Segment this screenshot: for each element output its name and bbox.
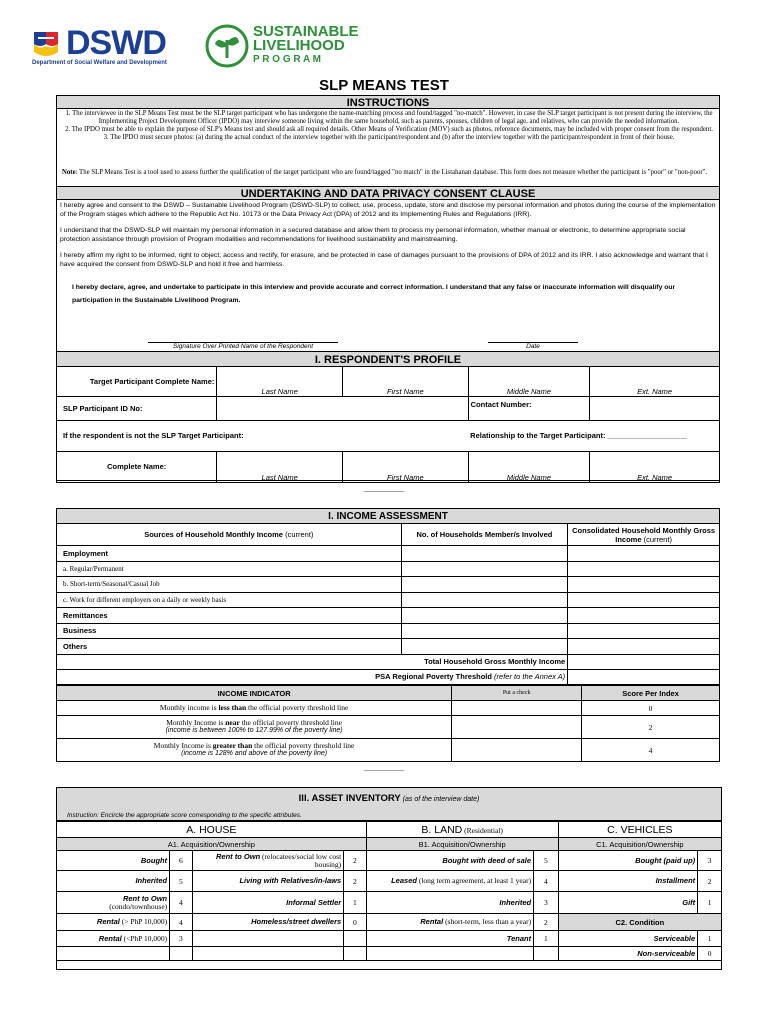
income-col-sources [57, 524, 402, 546]
target-name-label: Target Participant Complete Name: [57, 367, 217, 396]
dswd-logo [32, 24, 192, 70]
income-row [57, 592, 720, 608]
house-option-label [57, 871, 170, 892]
income-members-field[interactable] [401, 561, 568, 577]
complete-name-label: Complete Name: [57, 451, 217, 482]
consent-paragraph-3: I hereby affirm my right to be informed, right to object, access and rectify, for erasure, and be protected in case of damages pursuant to the provisions of DPA of 2012 and its IRR. I also acknowledge and warrant that I have acquired the consent from DSWD-SLP and hold it free and harmless. [60, 252, 708, 268]
house-option-text: Bought [140, 855, 168, 865]
consent-paragraph-1: I hereby agree and consent to the DSWD – Sustainable Livelihood Program (DSWD-SLP) to collect, use, process, update, store and disclose my personal information and photos during the course of the implementation of the Program stages which adhere to the Republic Act No. 10173 or the Data Privacy Act (DPA) of 2012 and its Implementing Rules and Regulations (IRR). [60, 202, 716, 218]
indicator-table [56, 685, 720, 762]
income-header: I. INCOME ASSESSMENT [57, 509, 720, 524]
indicator-check-field[interactable] [452, 701, 582, 716]
indicator-score: 4 [582, 739, 720, 762]
not-target-label: If the respondent is not the SLP Target Participant: [57, 420, 469, 451]
land-title: B. LAND [421, 823, 463, 836]
last-name-caption: Last Name [261, 386, 298, 396]
slp-id-field[interactable] [217, 396, 468, 420]
instruction-item-1: 1. The interviewee in the SLP Means Test must be the SLP target participant who has undergone the name-matching process and found/tagged "no-match". However, in case the SLP target participant is not present during the interview, the Implementing Project Development Officer (IPDO) may interview someone living within the same household, such as parents, spouses, children of legal age, and relatives, who can provide the needed information. [65, 110, 713, 125]
asset-row [57, 914, 722, 931]
house-option-note: (> PhP 10,000) [119, 917, 168, 926]
land-option-score[interactable]: 5 [534, 851, 559, 871]
income-members-field[interactable] [401, 623, 568, 639]
house-option-text: Homeless/street dwellers [251, 917, 342, 926]
slp-wordmark-3: P R O G R A M [253, 54, 321, 65]
total-income-label: Total Household Gross Monthly Income [57, 654, 568, 669]
psa-threshold-label [57, 669, 568, 684]
land-option-label [366, 931, 533, 947]
score-header: Score Per Index [582, 686, 720, 701]
declaration-line-2: participation in the Sustainable Livelihood Program. [72, 296, 241, 304]
asset-rows [57, 851, 722, 961]
dswd-subtitle: Department of Social Welfare and Development [32, 60, 167, 66]
land-option-score[interactable]: 2 [534, 914, 559, 931]
house-option-text: Rent to Own [122, 893, 168, 903]
indicator-text-emph: greater than [212, 741, 253, 750]
income-members-field[interactable] [401, 546, 568, 562]
middle-name-caption: Middle Name [506, 386, 552, 396]
note-label: Note [62, 169, 76, 176]
first-name-caption: First Name [387, 386, 424, 396]
indicator-label [57, 739, 452, 762]
house-option-score[interactable]: 2 [344, 851, 366, 871]
house-option-label [57, 892, 170, 914]
vehicles-header: C. VEHICLES [558, 822, 721, 838]
income-gross-field[interactable] [568, 592, 720, 608]
consent-body [60, 202, 716, 269]
house-option-text: Informal Settler [286, 897, 342, 907]
last-name-field[interactable] [217, 367, 343, 396]
house-option-label [57, 931, 170, 947]
indicator-text-a: Monthly Income is [166, 718, 226, 727]
declaration-line-1: I hereby declare, agree, and undertake to participate in this interview and provide accurate and correct information. I understand that any false or inaccurate information will disqualify our [72, 284, 676, 291]
indicator-range: (income is between 100% to 127.99% of the poverty line) [165, 727, 343, 734]
income-gross-field[interactable] [568, 639, 720, 655]
asset-instruction: Instruction: Encircle the appropriate score corresponding to the specific attributes. [67, 812, 302, 819]
psa-threshold-text: PSA Regional Poverty Threshold [375, 672, 492, 681]
condition-option-label: Serviceable [558, 931, 697, 947]
profile-header: I. RESPONDENT'S PROFILE [56, 351, 720, 367]
income-col-gross [568, 524, 720, 546]
resp-last-name-caption: Last Name [261, 472, 298, 482]
house-a1-header: A1. Acquisition/Ownership [57, 838, 367, 851]
consent-paragraph-2: I understand that the DSWD-SLP will maintain my personal information in a secured database and allow them to process my personal information, whether manual or electronic, to determine appropriate social protection assistance through provision of Program modalities and recommendations for livelihood sustainability and mainstreaming. [60, 227, 686, 243]
house-option-note: (<PhP 10,000) [121, 933, 168, 943]
income-col-sources-label: Sources of Household Monthly Income [144, 530, 283, 539]
house-option-score[interactable]: 2 [344, 871, 366, 892]
vehicles-c2-header: C2. Condition [558, 914, 721, 931]
house-option-score[interactable]: 5 [170, 871, 192, 892]
resp-first-name-field[interactable] [343, 451, 469, 482]
indicator-range: (income is 128% and above of the poverty line) [181, 750, 328, 757]
income-row [57, 639, 720, 655]
house-option-note: (condo/townhouse) [109, 901, 168, 911]
income-row [57, 546, 720, 562]
indicator-line [59, 742, 449, 750]
check-header: Put a check [452, 686, 582, 701]
income-members-field[interactable] [401, 639, 568, 655]
house-option-label [192, 851, 344, 871]
house-option-text: Rental [98, 933, 122, 943]
income-source-label: Others [57, 639, 402, 655]
house-option-score[interactable]: 1 [344, 892, 366, 914]
ext-name-caption: Ext. Name [637, 386, 673, 396]
empty-cell [344, 947, 366, 961]
indicator-text-emph: near [225, 718, 240, 727]
relationship-label: Relationship to the Target Participant: ___________________ [468, 420, 719, 451]
indicator-check-field[interactable] [452, 739, 582, 762]
indicator-line [59, 719, 449, 727]
land-option-label [366, 851, 533, 871]
empty-cell [534, 947, 559, 961]
empty-cell [344, 931, 366, 947]
land-option-label [366, 871, 533, 892]
instructions-body [62, 110, 716, 142]
vehicle-option-label: Bought (paid up) [558, 851, 697, 871]
vehicle-option-score[interactable]: 3 [698, 851, 722, 871]
indicator-check-field[interactable] [452, 716, 582, 739]
land-option-note: (short-term, less than a year) [443, 917, 532, 926]
asset-row [57, 871, 722, 892]
slp-logo [205, 24, 375, 70]
indicator-text-c: the official poverty threshold line [246, 703, 349, 712]
signature-label: Signature Over Printed Name of the Respondent [172, 343, 314, 350]
income-gross-field[interactable] [568, 546, 720, 562]
land-option-label [366, 892, 533, 914]
income-gross-field[interactable] [568, 561, 720, 577]
indicator-line [59, 704, 449, 712]
indicator-header: INCOME INDICATOR [57, 686, 452, 701]
slp-wordmark-1: SUSTAINABLE [253, 23, 359, 40]
instruction-item-2: 2. The IPDO must be able to explain the purpose of SLP's Means test and should ask all required details. Other Means of Verification (MOV) such as photos, reference documents, may be included with proper consent from the respondent. [65, 126, 713, 133]
land-option-note: (long term agreement, at least 1 year) [416, 876, 532, 885]
asset-title-note: (as of the interview date) [400, 796, 480, 803]
house-option-text: Rent to Own [215, 851, 261, 861]
instruction-item-3: 3. The IPDO must secure photos: (a) during the actual conduct of the interview together with the participant/respondent and (b) after the interview together with the participant/respondent in front of their house. [103, 134, 675, 141]
indicator-rows [57, 701, 720, 762]
total-income-field[interactable] [568, 654, 720, 669]
asset-row [57, 892, 722, 914]
income-col-members: No. of Households Member/s Involved [401, 524, 568, 546]
house-option-text: Inherited [135, 876, 168, 885]
house-option-score[interactable]: 0 [344, 914, 366, 931]
vehicles-c1-header: C1. Acquisition/Ownership [558, 838, 721, 851]
resp-middle-name-caption: Middle Name [506, 472, 552, 482]
house-option-score[interactable]: 4 [170, 914, 192, 931]
asset-header [57, 793, 721, 804]
asset-row [57, 947, 722, 961]
indicator-row [57, 739, 720, 762]
vehicle-option-score[interactable]: 1 [698, 892, 722, 914]
land-option-score[interactable]: 3 [534, 892, 559, 914]
house-option-label [192, 892, 344, 914]
dswd-emblem-icon [32, 28, 66, 60]
land-title-note: (Residential) [462, 825, 503, 835]
asset-title: III. ASSET INVENTORY [298, 793, 401, 804]
asset-table [56, 821, 722, 961]
first-name-field[interactable] [343, 367, 469, 396]
land-header [366, 822, 558, 838]
vehicle-option-label: Gift [558, 892, 697, 914]
indicator-row [57, 701, 720, 716]
indicator-label [57, 701, 452, 716]
income-source-label: Employment [57, 546, 402, 562]
dswd-wordmark: DSWD [66, 24, 166, 62]
house-option-text: Living with Relatives/in-laws [239, 876, 342, 885]
income-members-field[interactable] [401, 608, 568, 624]
note-text: : The SLP Means Test is a tool used to assess further the qualification of the target participant who are found/tagged "no match" in the Listahanan database. This form does not measure whether the participant is "poor" or "non-poor". [75, 169, 708, 176]
house-option-score[interactable]: 4 [170, 892, 192, 914]
income-gross-field[interactable] [568, 608, 720, 624]
income-col-gross-note: (current) [641, 534, 672, 544]
indicator-text-c: the official poverty threshold line [252, 741, 355, 750]
indicator-row [57, 716, 720, 739]
profile-table [56, 367, 720, 483]
resp-last-name-field[interactable] [217, 451, 343, 482]
resp-middle-name-field[interactable] [468, 451, 590, 482]
vehicle-option-score[interactable]: 2 [698, 871, 722, 892]
indicator-text-a: Monthly Income is [153, 741, 213, 750]
consent-declaration [72, 284, 712, 305]
land-option-text: Tenant [506, 933, 532, 943]
indicator-score: 2 [582, 716, 720, 739]
income-row [57, 623, 720, 639]
house-header: A. HOUSE [57, 822, 367, 838]
income-table [56, 508, 720, 685]
psa-threshold-field[interactable] [568, 669, 720, 684]
condition-option-score[interactable]: 0 [698, 947, 722, 961]
land-option-text: Rental [420, 917, 444, 926]
empty-cell [192, 931, 344, 947]
land-option-score[interactable]: 1 [534, 931, 559, 947]
income-source-label: Remittances [57, 608, 402, 624]
empty-cell [170, 947, 192, 961]
indicator-score: 0 [582, 701, 720, 716]
ext-name-field[interactable] [590, 367, 720, 396]
condition-option-label: Non-serviceable [558, 947, 697, 961]
land-b1-header: B1. Acquisition/Ownership [366, 838, 558, 851]
income-row [57, 577, 720, 593]
middle-name-field[interactable] [468, 367, 590, 396]
income-col-sources-note: (current) [282, 530, 314, 539]
income-source-label: Business [57, 623, 402, 639]
income-gross-field[interactable] [568, 577, 720, 593]
income-members-field[interactable] [401, 577, 568, 593]
asset-row [57, 851, 722, 871]
empty-cell [57, 947, 170, 961]
separator-1: -------------------- [364, 489, 404, 495]
house-option-text: Rental [96, 917, 120, 926]
indicator-label [57, 716, 452, 739]
resp-ext-name-field[interactable] [590, 451, 720, 482]
consent-header: UNDERTAKING AND DATA PRIVACY CONSENT CLAUSE [56, 186, 720, 200]
resp-ext-name-caption: Ext. Name [637, 472, 673, 482]
instructions-note [62, 169, 714, 177]
asset-row [57, 931, 722, 947]
land-option-text: Leased [391, 876, 417, 885]
indicator-text-emph: less than [218, 703, 247, 712]
land-option-score[interactable]: 4 [534, 871, 559, 892]
indicator-text-c: the official poverty threshold line [239, 718, 342, 727]
income-rows [57, 546, 720, 655]
indicator-text-a: Monthly income is [159, 703, 219, 712]
resp-first-name-caption: First Name [387, 472, 424, 482]
slp-leaf-icon [205, 24, 249, 68]
income-row [57, 561, 720, 577]
house-option-label [192, 871, 344, 892]
date-label: Date [526, 343, 540, 350]
income-row [57, 608, 720, 624]
empty-cell [366, 947, 533, 961]
contact-label: Contact Number: [468, 396, 590, 420]
vehicle-option-label: Installment [558, 871, 697, 892]
land-option-text: Inherited [499, 897, 532, 907]
house-option-label [57, 914, 170, 931]
land-option-label [366, 914, 533, 931]
asset-header-box [56, 787, 722, 821]
income-source-label: c. Work for different employers on a daily or weekly basis [57, 592, 402, 608]
land-option-text: Bought with deed of sale [442, 855, 532, 865]
house-option-label [57, 851, 170, 871]
income-source-label: b. Short-term/Seasonal/Casual Job [57, 577, 402, 593]
slp-wordmark-2: LIVELIHOOD [253, 37, 345, 54]
instructions-header: INSTRUCTIONS [56, 95, 720, 109]
separator-2: -------------------- [364, 768, 404, 774]
page-title: SLP MEANS TEST [319, 77, 449, 94]
psa-threshold-note: (refer to the Annex A) [491, 672, 566, 681]
income-source-label: a. Regular/Permanent [57, 561, 402, 577]
income-gross-field[interactable] [568, 623, 720, 639]
house-option-score[interactable]: 6 [170, 851, 192, 871]
house-option-note: (relocatees/social low cost housing) [260, 851, 342, 869]
contact-field[interactable] [590, 396, 720, 420]
income-col-gross-label: Consolidated Household Monthly Gross Income [572, 525, 716, 544]
slp-id-label: SLP Participant ID No: [57, 396, 217, 420]
empty-cell [192, 947, 344, 961]
income-members-field[interactable] [401, 592, 568, 608]
condition-option-score[interactable]: 1 [698, 931, 722, 947]
house-option-score[interactable]: 3 [170, 931, 192, 947]
house-option-label [192, 914, 344, 931]
